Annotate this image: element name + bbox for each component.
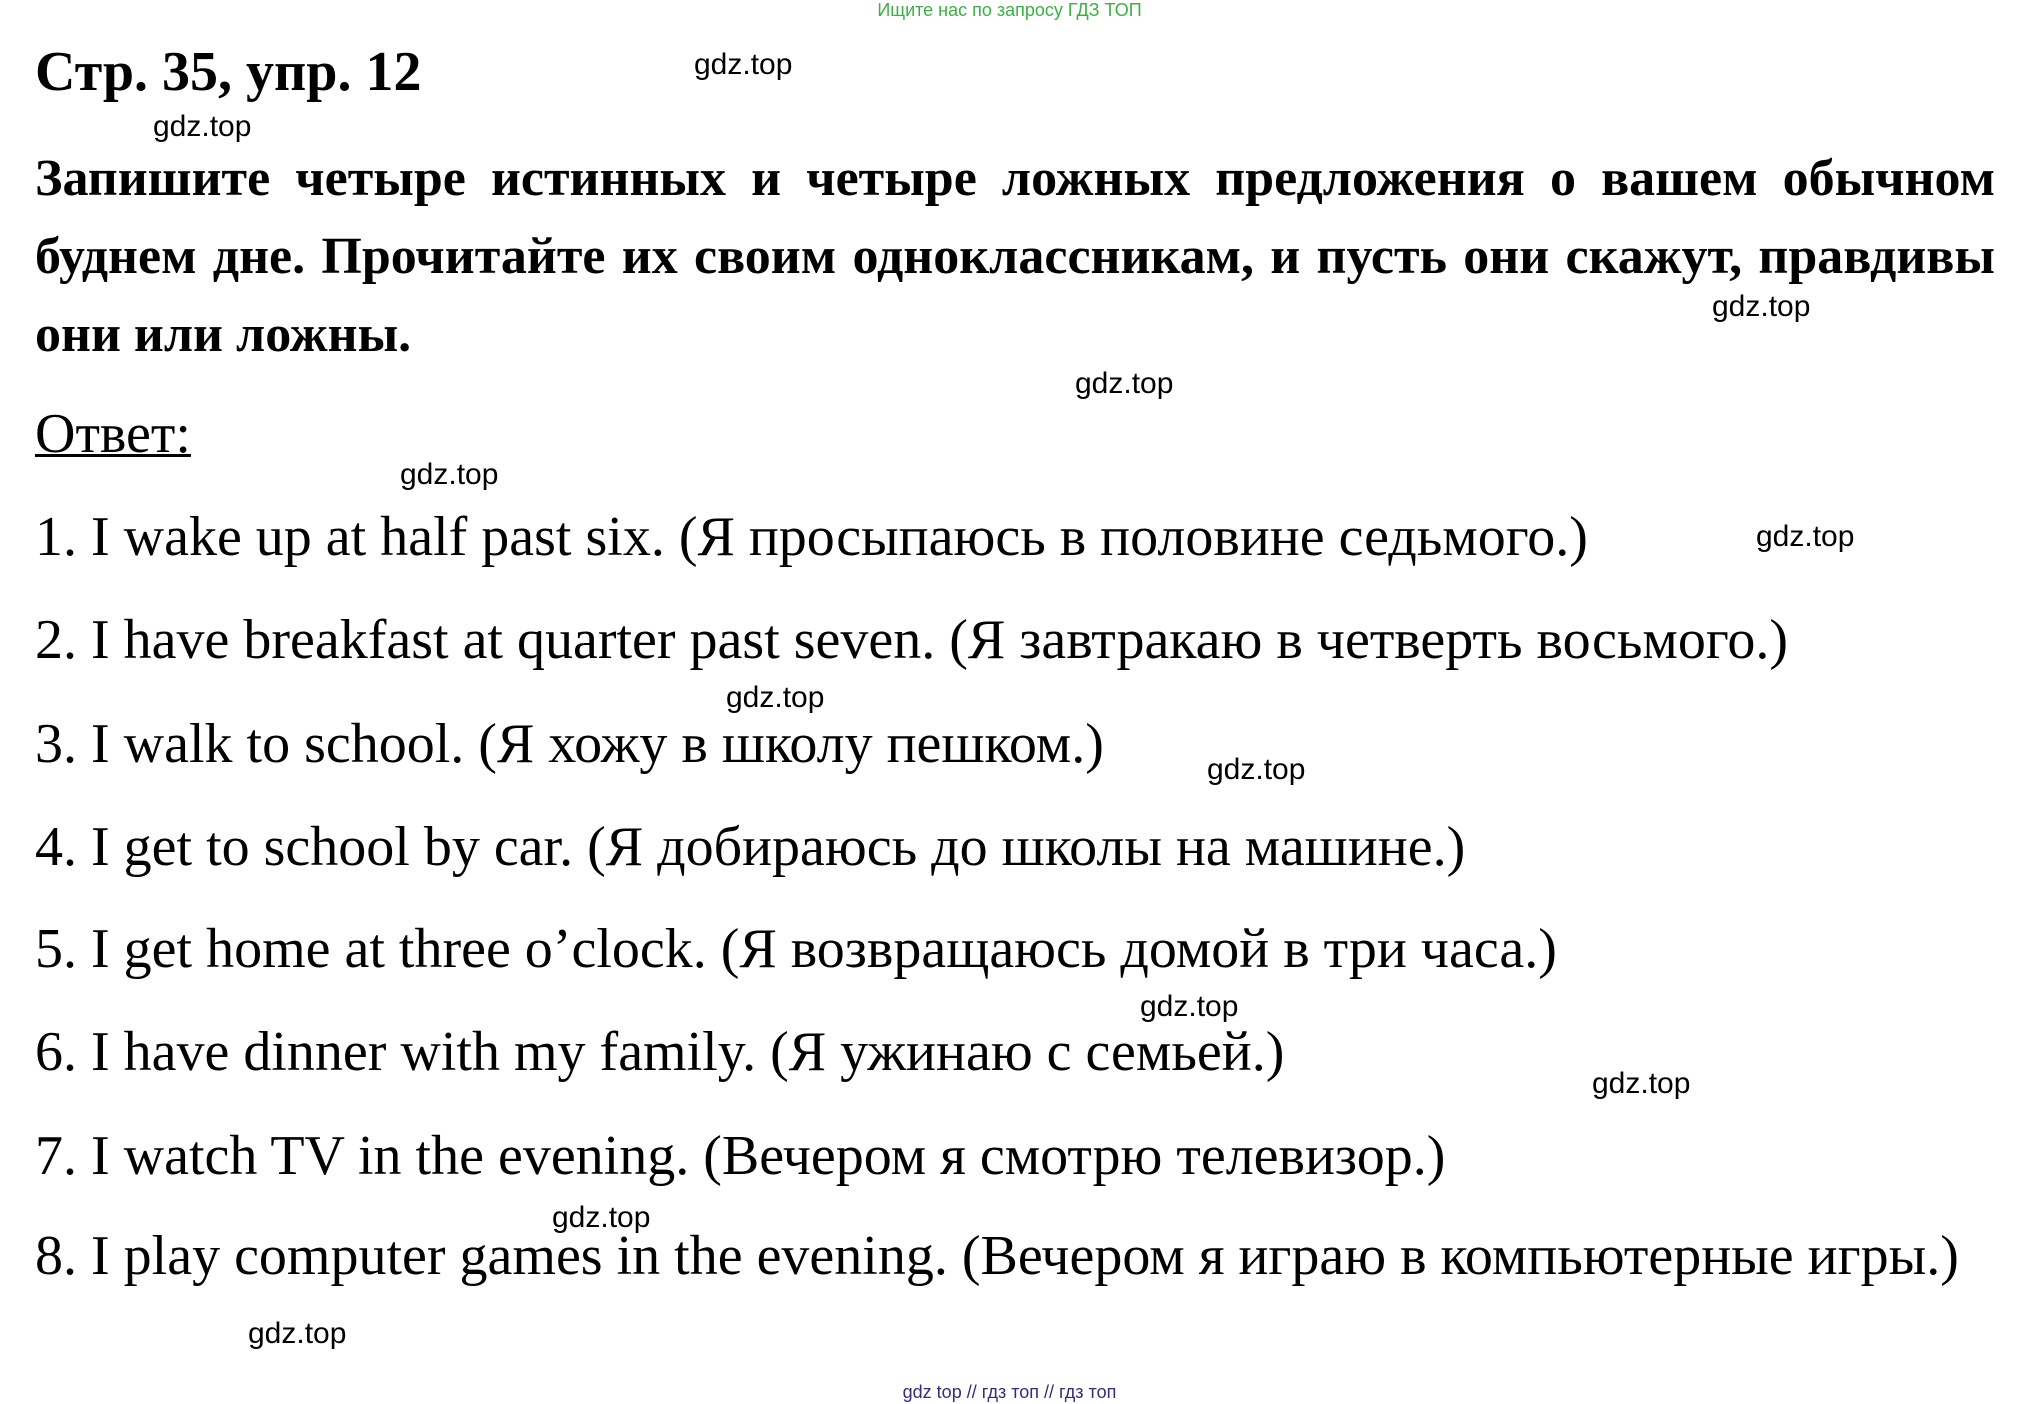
watermark: gdz.top — [1075, 367, 1174, 400]
watermark: gdz.top — [1712, 290, 1811, 323]
answer-item-5: 5. I get home at three o’clock. (Я возвращаюсь домой в три часа.) — [35, 918, 1557, 980]
watermark: gdz.top — [694, 48, 793, 81]
page-title: Стр. 35, упр. 12 — [35, 41, 422, 103]
answer-item-4: 4. I get to school by car. (Я добираюсь до школы на машине.) — [35, 816, 1466, 878]
watermark: gdz.top — [153, 110, 252, 143]
answer-label: Ответ: — [35, 403, 191, 465]
footer-text: gdz top // гдз топ // гдз топ — [902, 1382, 1117, 1402]
answer-item-2: 2. I have breakfast at quarter past seven. (Я завтракаю в четверть восьмого.) — [35, 609, 1789, 671]
watermark: gdz.top — [552, 1201, 651, 1234]
task-text: Запишите четыре истинных и четыре ложных предложения о вашем обычном буднем дне. Прочитайте их своим одноклассникам, и пусть они скажут, правдивы они или ложны. — [35, 150, 1995, 363]
watermark: gdz.top — [1140, 990, 1239, 1023]
answer-item-1: 1. I wake up at half past six. (Я просыпаюсь в половине седьмого.) — [35, 506, 1588, 568]
watermark: gdz.top — [400, 458, 499, 491]
answer-item-3: 3. I walk to school. (Я хожу в школу пешком.) — [35, 713, 1104, 775]
watermark: gdz.top — [726, 681, 825, 714]
watermark: gdz.top — [1756, 520, 1855, 553]
answer-item-8: 8. I play computer games in the evening. (Вечером я играю в компьютерные игры.) — [35, 1225, 1959, 1287]
watermark: gdz.top — [248, 1317, 347, 1350]
watermark: gdz.top — [1592, 1067, 1691, 1100]
answer-item-7: 7. I watch TV in the evening. (Вечером я смотрю телевизор.) — [35, 1125, 1446, 1187]
watermark: gdz.top — [1207, 753, 1306, 786]
answer-item-6: 6. I have dinner with my family. (Я ужинаю с семьей.) — [35, 1021, 1285, 1083]
top-banner: Ищите нас по запросу ГДЗ ТОП — [877, 0, 1142, 20]
